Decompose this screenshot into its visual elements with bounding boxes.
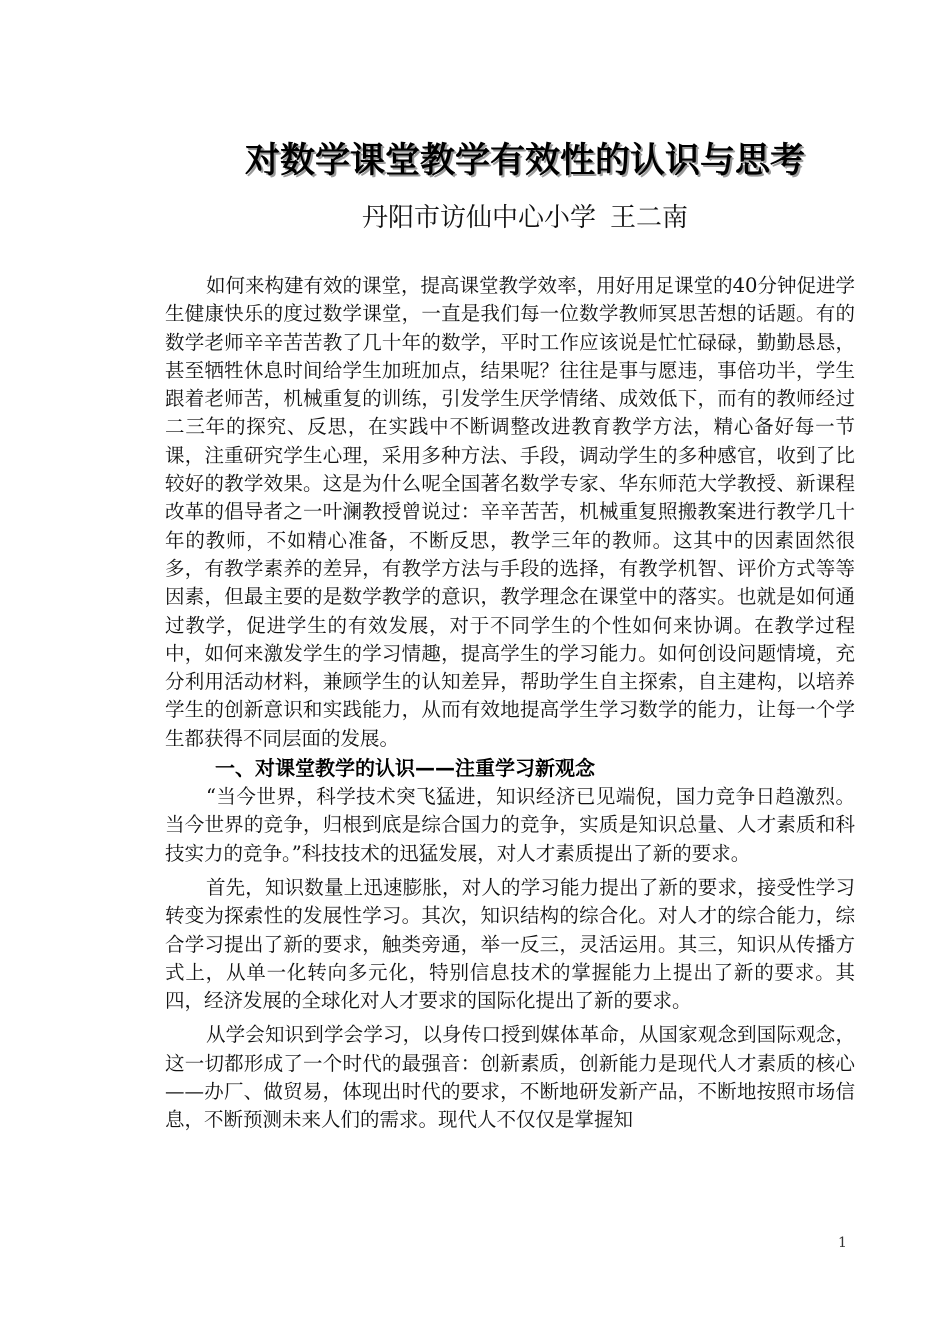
author-school: 丹阳市访仙中心小学 (361, 203, 596, 233)
section-heading: 一、对课堂教学的认识——注重学习新观念 (215, 756, 595, 781)
page-number: 1 (838, 1235, 847, 1251)
document-title: 对数学课堂教学有效性的认识与思考 (244, 141, 805, 181)
author-line (150, 198, 900, 238)
body-paragraph: 从学会知识到学会学习，以身传口授到媒体革命，从国家观念到国际观念，这一切都形成了一个时代的最强音：创新素质，创新能力是现代人才素质的核心——办厂、做贸易，体现出时代的要求，不断地研发新产品，不断地按照市场信息，不断预测未来人们的需求。现代人不仅仅是掌握知 (165, 1023, 855, 1132)
body-paragraph: 首先，知识数量上迅速膨胀，对人的学习能力提出了新的要求，接受性学习转变为探索性的发展性学习。其次，知识结构的综合化。对人才的综合能力，综合学习提出了新的要求，触类旁通，举一反三，灵活运用。其三，知识从传播方式上，从单一化转向多元化，特别信息技术的掌握能力上提出了新的要求。其四，经济发展的全球化对人才要求的国际化提出了新的要求。 (165, 875, 855, 1013)
document-body (165, 272, 855, 1135)
intro-paragraph: 如何来构建有效的课堂，提高课堂教学效率，用好用足课堂的40分钟促进学生健康快乐的度过数学课堂，一直是我们每一位数学教师冥思苦想的话题。有的数学老师辛辛苦苦教了几十年的数学，平时工作应该说是忙忙碌碌，勤勤恳恳，甚至牺牲休息时间给学生加班加点，结果呢？往往是事与愿违，事倍功半，学生跟着老师苦，机械重复的训练，引发学生厌学情绪、成效低下，而有的教师经过二三年的探究、反思，在实践中不断调整改进教育教学方法，精心备好每一节课，注重研究学生心理，采用多种方法、手段，调动学生的多种感官，收到了比较好的教学效果。这是为什么呢全国著名数学专家、华东师范大学教授、新课程改革的倡导者之一叶澜教授曾说过：辛辛苦苦，机械重复照搬教案进行教学几十年的教师，不如精心准备，不断反思，教学三年的教师。这其中的因素固然很多，有教学素养的差异，有教学方法与手段的选择，有教学机智、评价方式等等因素，但最主要的是数学教学的意识，教学理念在课堂中的落实。也就是如何通过教学，促进学生的有效发展，对于不同学生的个性如何来协调。在教学过程中，如何来激发学生的学习情趣，提高学生的学习能力。如何创设问题情境，充分利用活动材料，兼顾学生的认知差异，帮助学生自主探索，自主建构，以培养学生的创新意识和实践能力，从而有效地提高学生学习数学的能力，让每一个学生都获得不同层面的发展。 (165, 274, 855, 750)
body-paragraph: “当今世界，科学技术突飞猛进，知识经济已见端倪，国力竞争日趋激烈。当今世界的竞争，归根到底是综合国力的竞争，实质是知识总量、人才素质和科技实力的竞争。”科技技术的迅猛发展，对人才素质提出了新的要求。 (165, 785, 855, 865)
author-name: 王二南 (610, 203, 689, 233)
